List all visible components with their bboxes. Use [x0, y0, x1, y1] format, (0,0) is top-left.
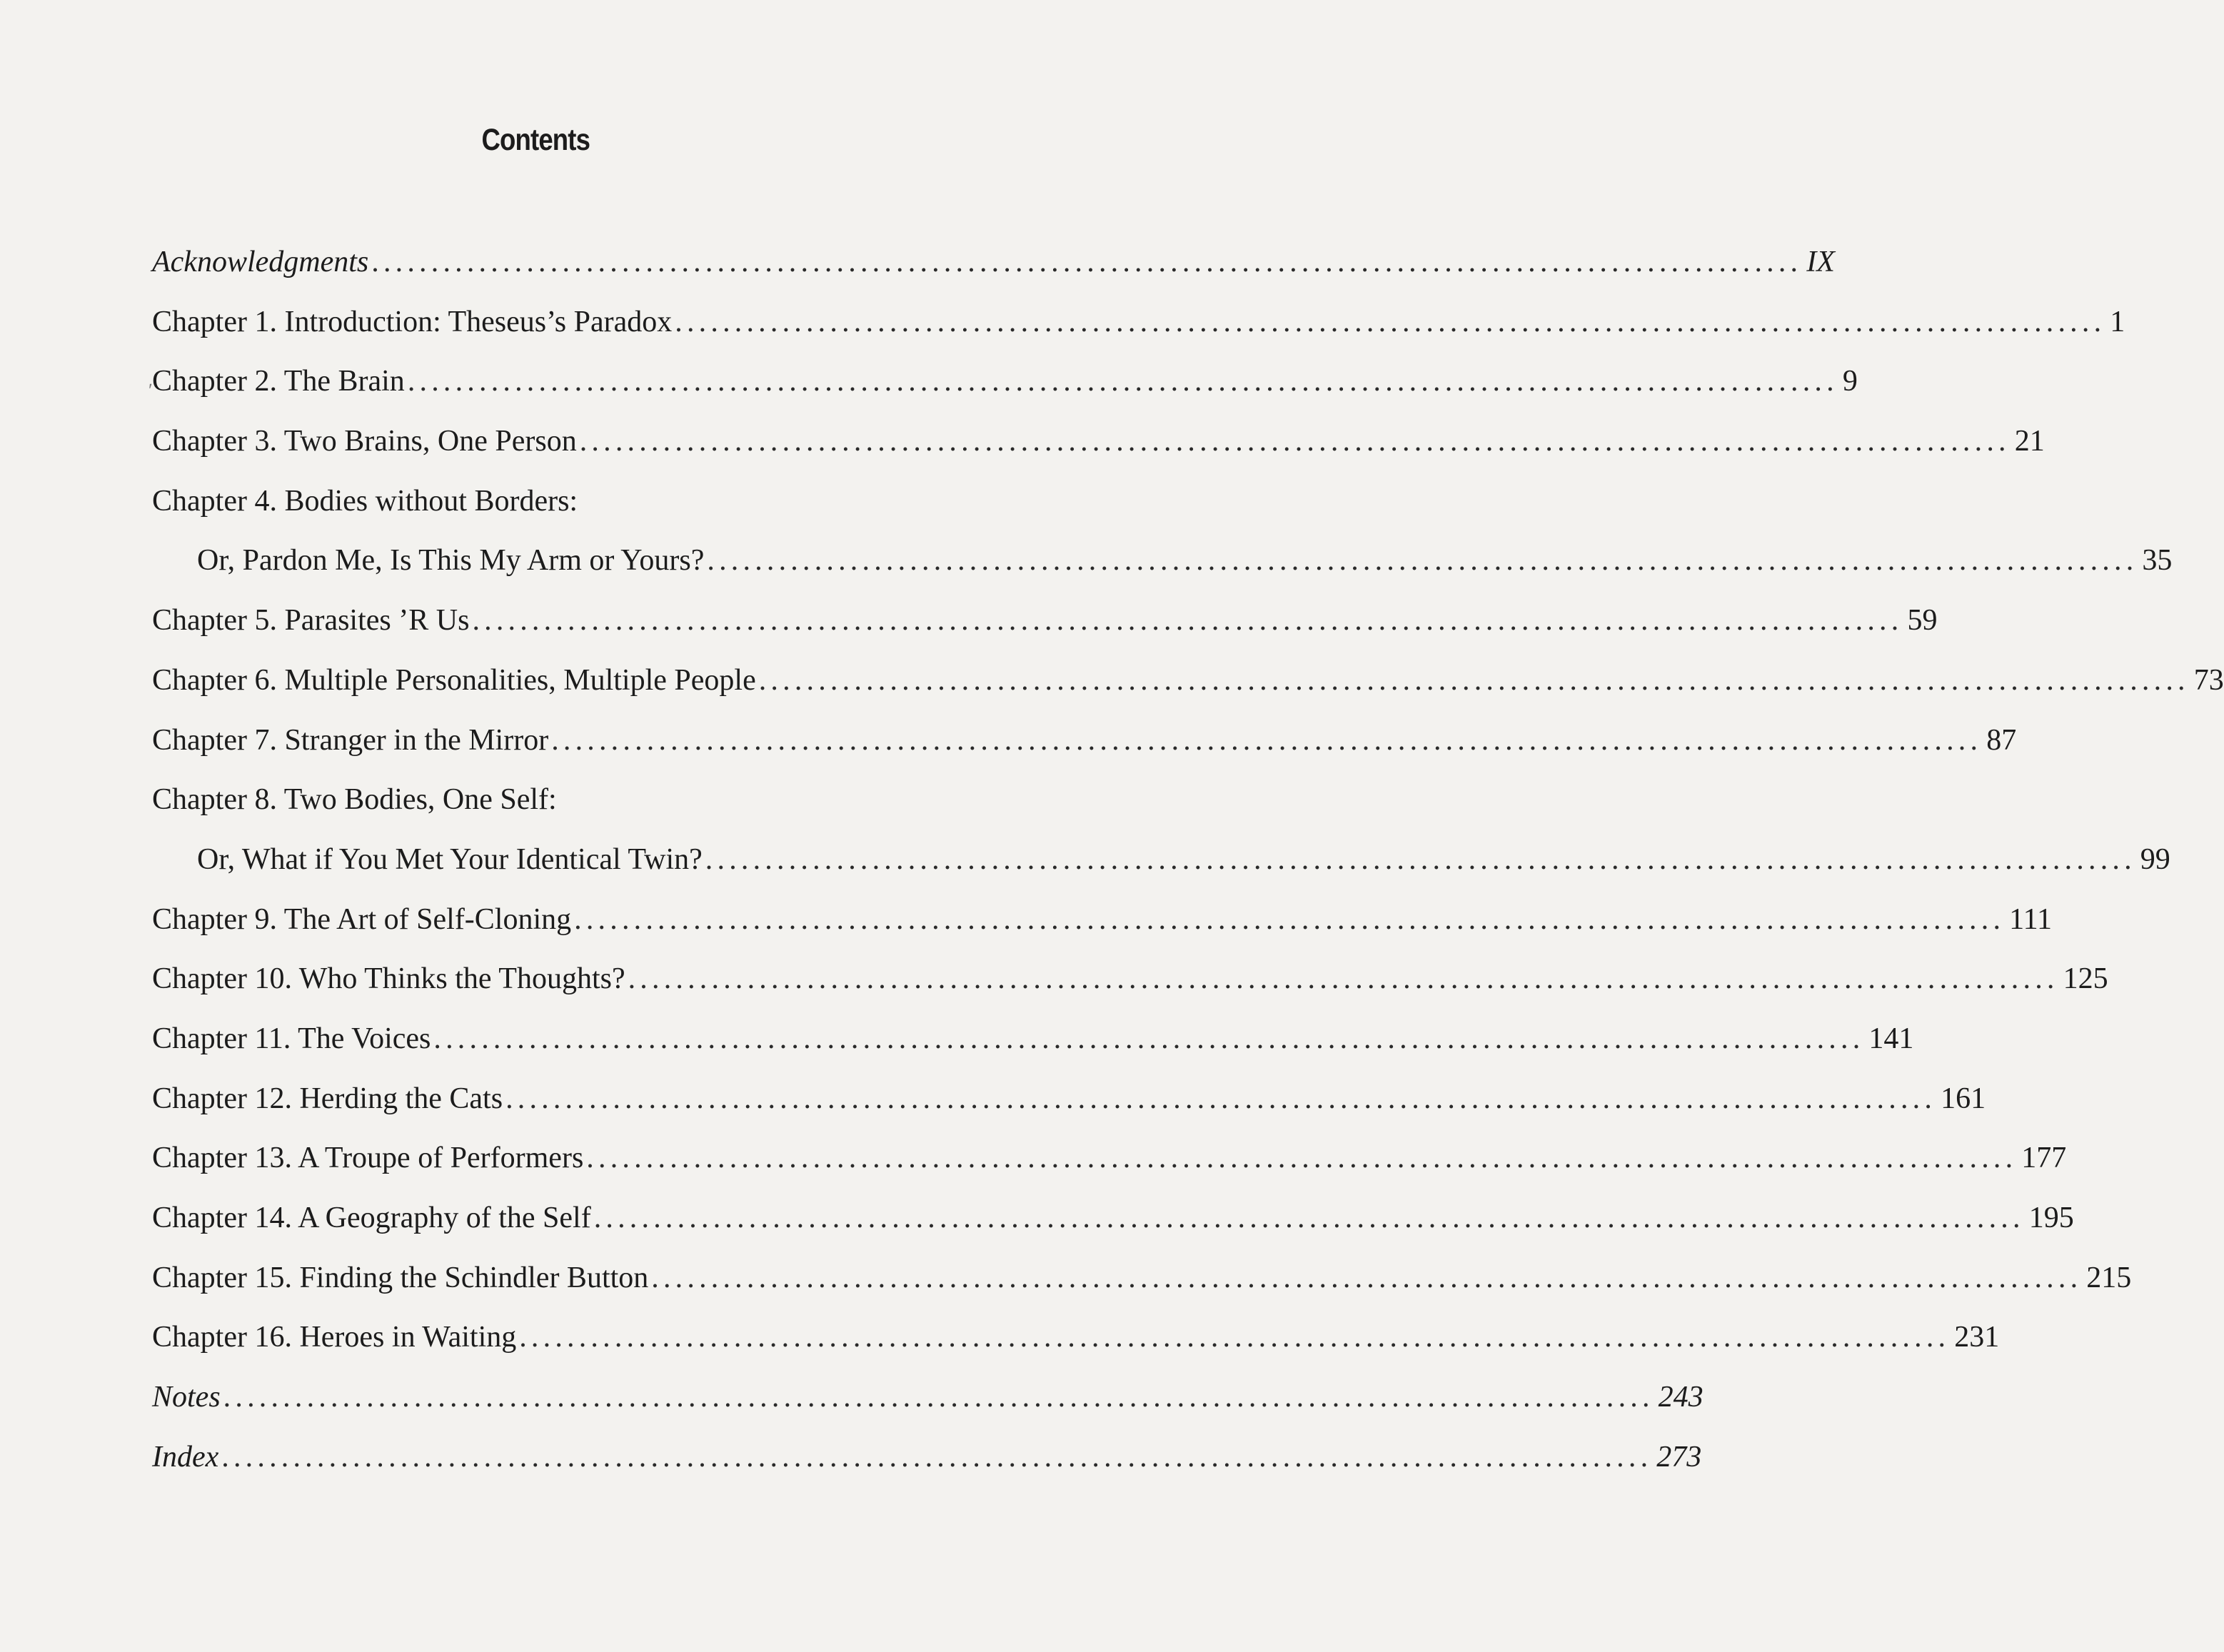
toc-entry-label: Notes	[152, 1381, 221, 1414]
toc-entry-page: 111	[2009, 902, 2053, 936]
toc-entry	[152, 902, 2053, 962]
toc-entry-label: Chapter 6. Multiple Personalities, Multiple People	[152, 663, 756, 697]
toc-entry	[152, 842, 2170, 902]
toc-entry-label: Index	[152, 1440, 219, 1474]
toc-entry-label: Chapter 2. The Brain	[152, 365, 405, 398]
toc-entry	[152, 483, 933, 543]
table-of-contents	[152, 244, 2224, 1499]
toc-entry-page: 141	[1868, 1022, 1914, 1055]
dot-leader: ........................................................................................................................	[758, 663, 2190, 697]
toc-entry-page: 9	[1842, 365, 1858, 398]
dot-leader: ........................................................................................................................	[705, 842, 2136, 876]
toc-entry-label: Chapter 7. Stranger in the Mirror	[152, 723, 549, 757]
toc-entry-label: Chapter 10. Who Thinks the Thoughts?	[152, 962, 625, 996]
toc-entry-label: Chapter 14. A Geography of the Self	[152, 1202, 591, 1234]
toc-entry	[152, 1200, 2074, 1260]
toc-entry-page: 99	[2140, 842, 2170, 876]
dot-leader: ........................................................................................................................	[505, 1082, 1937, 1115]
toc-entry	[152, 244, 1835, 304]
toc-entry	[152, 782, 933, 842]
toc-entry-label: Chapter 3. Two Brains, One Person	[152, 425, 577, 458]
toc-entry	[152, 363, 1858, 423]
dot-leader: ........................................................................................................................	[628, 962, 2059, 996]
toc-entry-label: Chapter 5. Parasites ’R Us	[152, 604, 470, 638]
toc-entry-page: 177	[2021, 1142, 2067, 1175]
dot-leader: ........................................................................................................................	[574, 902, 2006, 936]
dot-leader: ........................................................................................................................	[433, 1022, 1865, 1055]
toc-entry-label: Chapter 12. Herding the Cats	[152, 1082, 503, 1115]
toc-entry	[152, 603, 1938, 663]
toc-entry-page: 215	[2086, 1261, 2132, 1294]
toc-entry-page: 87	[1986, 723, 2017, 757]
toc-entry-label: Acknowledgments	[152, 246, 369, 278]
toc-entry	[152, 1379, 1704, 1439]
dot-leader: ........................................................................................................................	[651, 1261, 2083, 1294]
toc-entry-label: Chapter 16. Heroes in Waiting	[152, 1321, 517, 1354]
toc-entry	[152, 543, 2173, 603]
toc-entry	[152, 1140, 2067, 1200]
dot-leader: ........................................................................................................................	[579, 425, 2011, 458]
toc-entry-page: 195	[2028, 1202, 2074, 1234]
toc-entry-page: 59	[1907, 604, 1938, 638]
toc-entry	[152, 1021, 1914, 1081]
toc-entry-label: Chapter 13. A Troupe of Performers	[152, 1142, 584, 1175]
margin-mark: ʹ	[149, 380, 153, 401]
toc-entry	[152, 1439, 1702, 1499]
dot-leader: ........................................................................................................................	[519, 1321, 1951, 1354]
toc-entry	[152, 423, 2045, 483]
toc-entry-page: 273	[1656, 1440, 1702, 1474]
toc-entry-label: Or, Pardon Me, Is This My Arm or Yours?	[197, 544, 705, 578]
toc-entry-page: 35	[2142, 544, 2173, 578]
toc-entry-label: Chapter 15. Finding the Schindler Button	[152, 1261, 649, 1294]
toc-entry-page: 161	[1941, 1082, 1986, 1115]
dot-leader: ........................................................................................................................	[586, 1142, 2018, 1175]
dot-leader: ........................................................................................................................	[371, 246, 1803, 278]
dot-leader: ........................................................................................................................	[551, 723, 1983, 757]
dot-leader: ........................................................................................................................	[675, 305, 2106, 338]
toc-entry-label: Chapter 4. Bodies without Borders:	[152, 484, 578, 518]
dot-leader: ........................................................................................................................	[707, 544, 2138, 578]
toc-entry	[152, 1319, 2000, 1379]
dot-leader: ........................................................................................................................	[223, 1381, 1654, 1414]
toc-entry	[152, 304, 2125, 364]
dot-leader: ........................................................................................................................	[593, 1202, 2025, 1234]
toc-entry	[152, 1081, 1986, 1141]
toc-entry-label: Or, What if You Met Your Identical Twin?	[197, 842, 703, 876]
toc-entry	[152, 663, 2224, 722]
toc-entry-label: Chapter 11. The Voices	[152, 1022, 431, 1055]
toc-entry-label: Chapter 8. Two Bodies, One Self:	[152, 783, 557, 817]
dot-leader: ........................................................................................................................	[407, 365, 1838, 398]
toc-entry-page: 21	[2014, 425, 2045, 458]
toc-entry-page: 231	[1954, 1321, 2000, 1354]
toc-entry-page: 1	[2110, 305, 2125, 338]
toc-entry	[152, 722, 2017, 782]
toc-entry-page: 125	[2063, 962, 2108, 996]
toc-entry-label: Chapter 9. The Art of Self-Cloning	[152, 902, 572, 936]
toc-entry-page: IX	[1806, 246, 1835, 278]
toc-entry-page: 243	[1658, 1381, 1704, 1414]
toc-entry	[152, 961, 2108, 1021]
page-title: Contents	[481, 123, 590, 157]
toc-entry-label: Chapter 1. Introduction: Theseus’s Paradox	[152, 305, 673, 338]
dot-leader: ........................................................................................................................	[472, 604, 1903, 638]
toc-entry-page: 73	[2193, 663, 2224, 697]
dot-leader: ........................................................................................................................	[221, 1440, 1653, 1474]
toc-entry	[152, 1260, 2132, 1320]
